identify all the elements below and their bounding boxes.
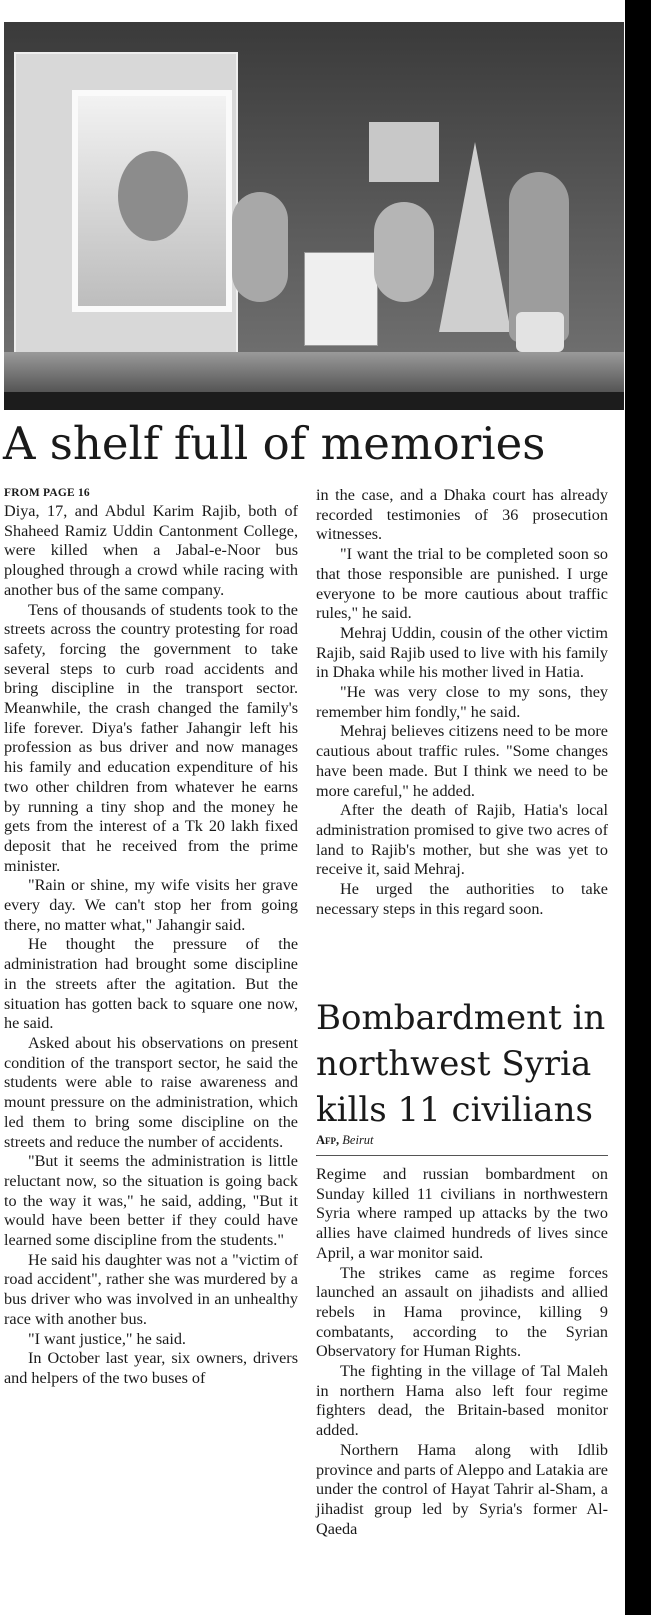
- shelf-board: [4, 352, 624, 392]
- article-paragraph: Mehraj Uddin, cousin of the other victim Rajib, said Rajib used to live with his family in Dhaka while his mother lived in Hatia.: [316, 623, 608, 682]
- article-paragraph: Regime and russian bombardment on Sunday killed 11 civilians in northwestern Syria where ramped up attacks by the two allies have claimed hundreds of lives since April, a war monitor said.: [316, 1165, 608, 1262]
- portrait-frame: [14, 52, 238, 356]
- article-paragraph: The fighting in the village of Tal Maleh in northern Hama also left four regime fighters dead, the Britain-based monitor added.: [316, 1362, 608, 1440]
- syria-article-headline: Bombardment in northwest Syria kills 11 civilians: [316, 998, 606, 1130]
- dateline: FROM PAGE 16: [4, 487, 90, 499]
- article-paragraph: Diya, 17, and Abdul Karim Rajib, both of Shaheed Ramiz Uddin Cantonment College, were killed when a Jabal-e-Noor bus ploughed through a crowd while racing with another bus of the same company.: [4, 502, 298, 599]
- teddy-bear-2: [374, 202, 434, 302]
- article-paragraph: In October last year, six owners, drivers and helpers of the two buses of: [4, 1349, 298, 1387]
- article-paragraph: The strikes came as regime forces launched an assault on jihadists and allied rebels in Hama province, killing 9 combatants, according to the Syrian Observatory for Human Rights.: [316, 1263, 608, 1361]
- article-paragraph: Mehraj believes citizens need to be more cautious about traffic rules. "Some changes have been made. But I think we need to be more careful," he added.: [316, 722, 608, 800]
- article-left-column: [4, 486, 298, 1389]
- christmas-tree-ornament: [439, 142, 511, 332]
- article-paragraph: "He was very close to my sons, they remember him fondly," he said.: [316, 683, 608, 721]
- byline-place: Beirut: [342, 1133, 374, 1147]
- id-card: [304, 252, 378, 346]
- toy-shoe: [516, 312, 564, 352]
- byline-rule: [316, 1155, 608, 1156]
- article-paragraph: Northern Hama along with Idlib province and parts of Aleppo and Latakia are under the control of Hayat Tahrir al-Sham, a jihadist group led by Syria's former Al-Qaeda: [316, 1440, 608, 1538]
- article-paragraph: After the death of Rajib, Hatia's local administration promised to give two acres of land to Rajib's mother, but she was yet to receive it, said Mehraj.: [316, 801, 608, 879]
- toy-house: [369, 122, 439, 182]
- portrait-face: [118, 151, 188, 241]
- byline-agency: Afp,: [316, 1133, 340, 1147]
- article-paragraph: "I want the trial to be completed soon so that those responsible are punished. I urge everyone to be more cautious about traffic rules," he said.: [316, 545, 608, 623]
- article-paragraph: He said his daughter was not a "victim of road accident", rather she was murdered by a bus driver who was involved in an unhealthy race with another bus.: [4, 1250, 298, 1328]
- article-paragraph: "I want justice," he said.: [28, 1329, 186, 1348]
- article-paragraph: He urged the authorities to take necessary steps in this regard soon.: [316, 880, 608, 918]
- article-paragraph: "But it seems the administration is little reluctant now, so the situation is going back to the way it was," he said, adding, "But it would have been better if they could have learned some discipline from the students.": [4, 1152, 298, 1250]
- teddy-bear: [232, 192, 288, 302]
- memorial-shelf-photo: [4, 22, 624, 410]
- shelf-ledge: [4, 392, 624, 410]
- article-paragraph: in the case, and a Dhaka court has already recorded testimonies of 36 prosecution witnesses.: [316, 486, 608, 544]
- article-paragraph: Tens of thousands of students took to the streets across the country protesting for road safety, forcing the government to take several steps to curb road accidents and bring discipline in the transport sector. Meanwhile, the crash changed the family's life forever. Diya's father Jahangir left his profession as bus driver and now manages his family and education expenditure of his two other children from whatever he earns by running a tiny shop and the money he gets from the interest of a Tk 20 lakh fixed deposit that he received from the prime minister.: [4, 600, 298, 875]
- article-headline: A shelf full of memories: [3, 417, 546, 470]
- article-paragraph: He thought the pressure of the administration had brought some discipline in the streets after the agitation. But the situation has gotten back to square one now, he said.: [4, 935, 298, 1033]
- syria-article-column: [316, 1165, 608, 1539]
- article-paragraph: "Rain or shine, my wife visits her grave every day. We can't stop her from going there, no matter what," Jahangir said.: [4, 876, 298, 934]
- byline: [316, 1132, 374, 1148]
- portrait-picture: [72, 90, 232, 312]
- article-paragraph: Asked about his observations on present condition of the transport sector, he said the students were able to raise awareness and mount pressure on the administration, which led them to bring some discipline on the streets and reduce the number of accidents.: [4, 1033, 298, 1151]
- page-edge-bar: [625, 0, 651, 1615]
- article-right-column: [316, 486, 608, 919]
